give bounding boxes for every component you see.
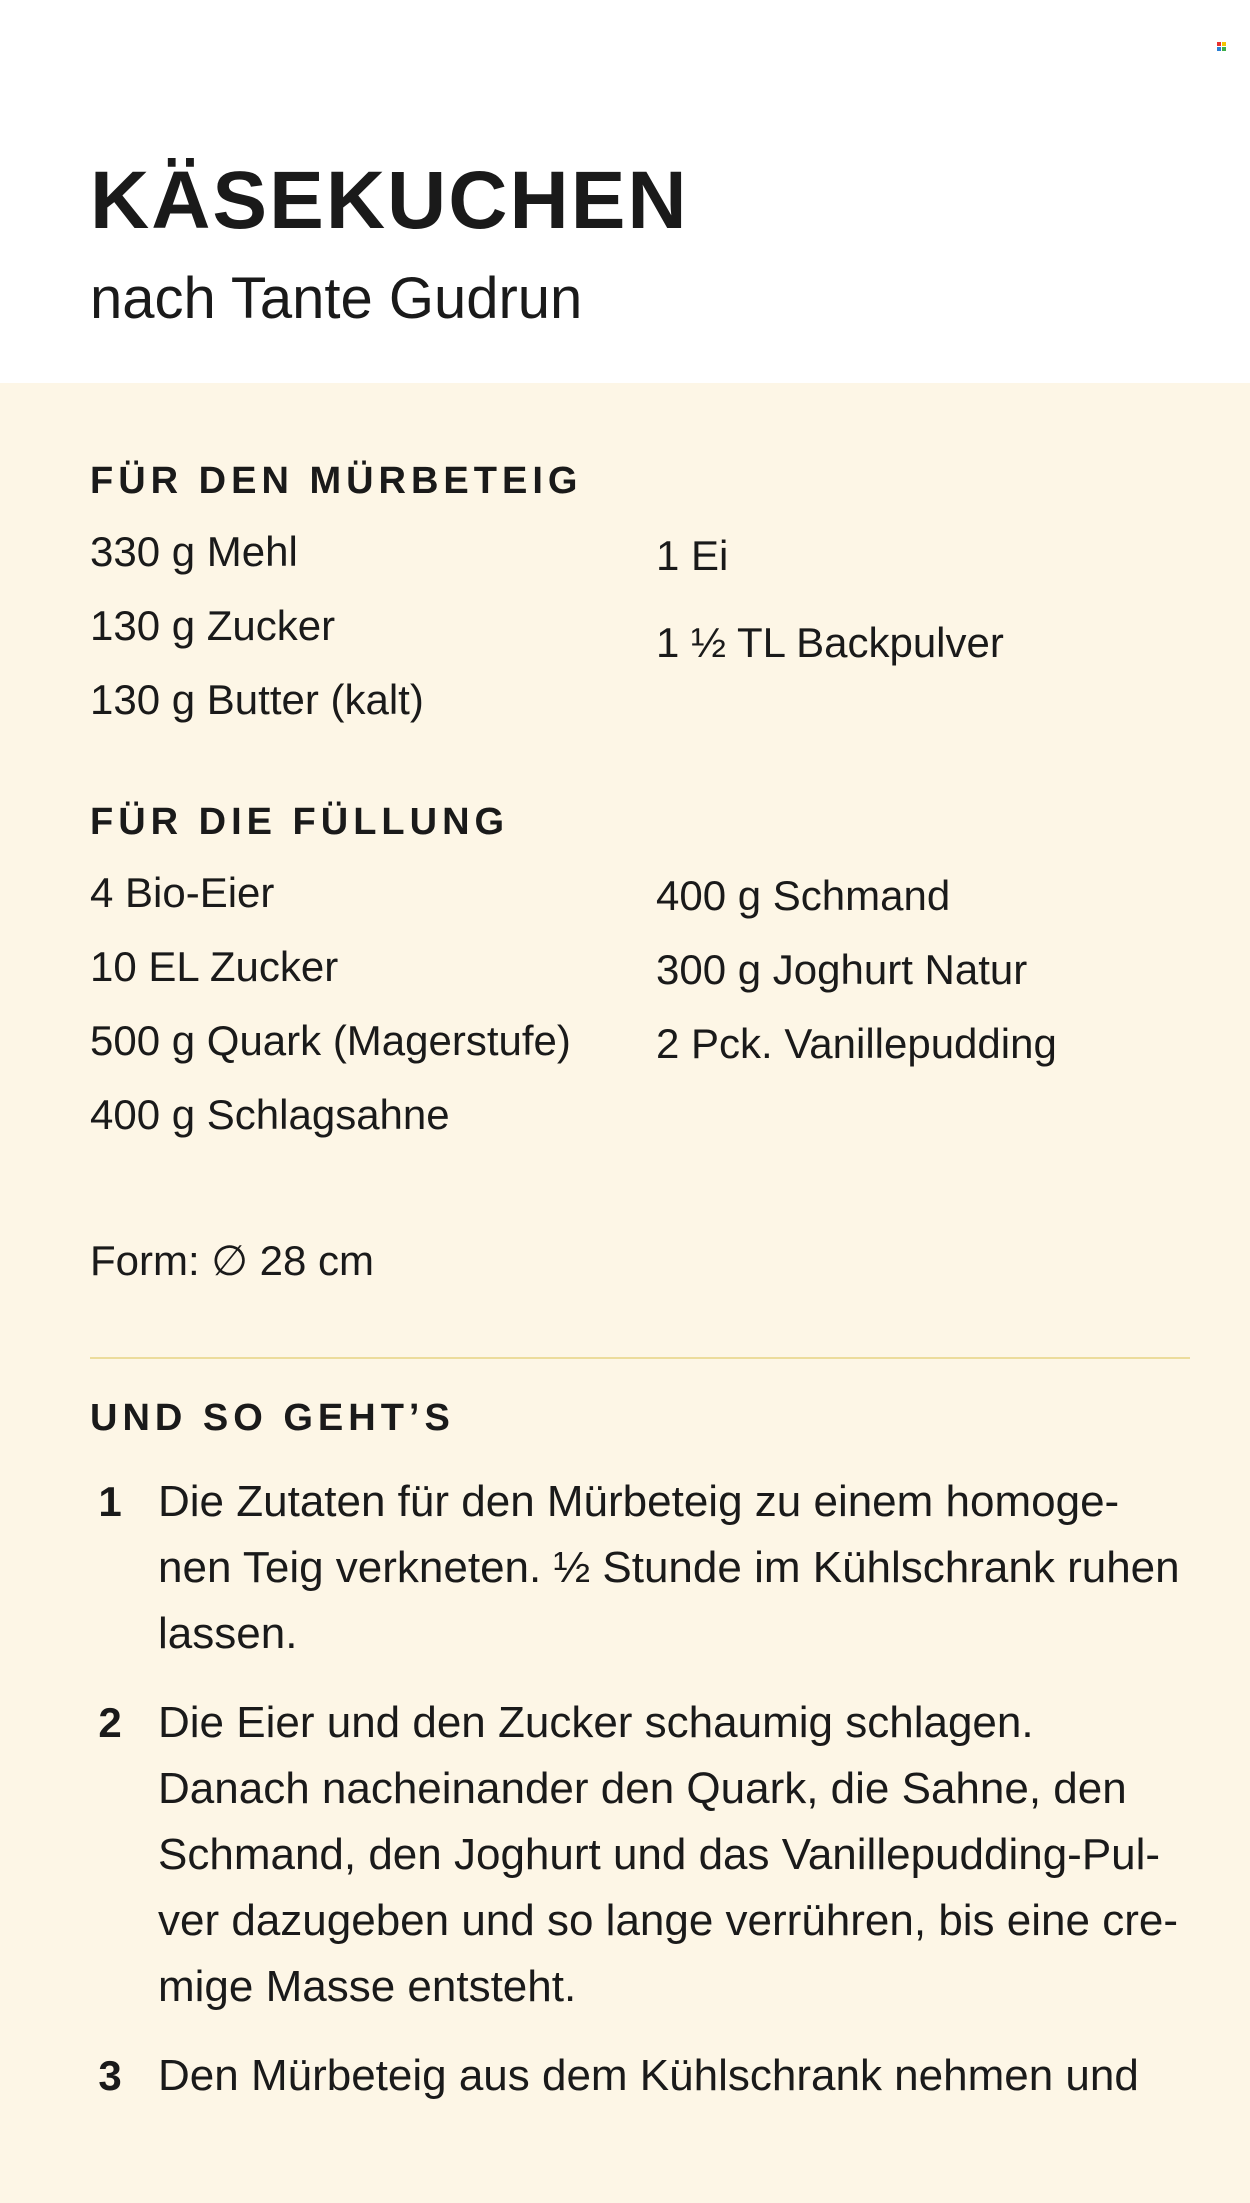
section-heading-instructions: UND SO GEHT’S <box>90 1397 455 1439</box>
section-heading-muerbeteig: FÜR DEN MÜRBETEIG <box>90 460 583 502</box>
ingredient-item: 130 g Butter (kalt) <box>90 676 424 723</box>
color-mark-icon <box>1217 42 1226 51</box>
ingredient-item: 10 EL Zucker <box>90 943 339 990</box>
step-text: Den Mürbeteig aus dem Kühlschrank nehmen und <box>158 2051 1139 2100</box>
ingredient-item: 4 Bio-Eier <box>90 869 275 916</box>
step-number: 1 <box>98 1478 122 1525</box>
page-subtitle: nach Tante Gudrun <box>90 266 583 331</box>
section-heading-fuellung: FÜR DIE FÜLLUNG <box>90 801 510 843</box>
ingredient-item: 300 g Joghurt Natur <box>656 946 1028 993</box>
ingredient-item: 330 g Mehl <box>90 528 298 575</box>
baking-form-size: Form: ∅ 28 cm <box>90 1237 374 1284</box>
step-text: Die Zutaten für den Mürbeteig zu einem homoge- nen Teig verkneten. ½ Stunde im Kühlschrank ruhen lassen. <box>158 1477 1180 1658</box>
step-text: Die Eier und den Zucker schaumig schlagen. Danach nacheinander den Quark, die Sahne, den Schmand, den Joghurt und das Vanillepudding-Pul- ver dazugeben und so lange verrühren, bis eine cre- mige Masse entsteht. <box>158 1698 1178 2011</box>
step-number: 2 <box>98 1699 122 1746</box>
ingredient-item: 400 g Schlagsahne <box>90 1091 450 1138</box>
ingredient-item: 400 g Schmand <box>656 872 951 919</box>
ingredient-item: 500 g Quark (Magerstufe) <box>90 1017 571 1064</box>
ingredient-item: 1 ½ TL Backpulver <box>656 619 1004 666</box>
section-divider <box>90 1357 1190 1359</box>
page-title: KÄSEKUCHEN <box>90 155 689 246</box>
step-number: 3 <box>98 2052 122 2099</box>
ingredient-item: 1 Ei <box>656 532 729 579</box>
ingredient-item: 2 Pck. Vanillepudding <box>656 1020 1057 1067</box>
header <box>0 0 1250 383</box>
ingredient-item: 130 g Zucker <box>90 602 336 649</box>
